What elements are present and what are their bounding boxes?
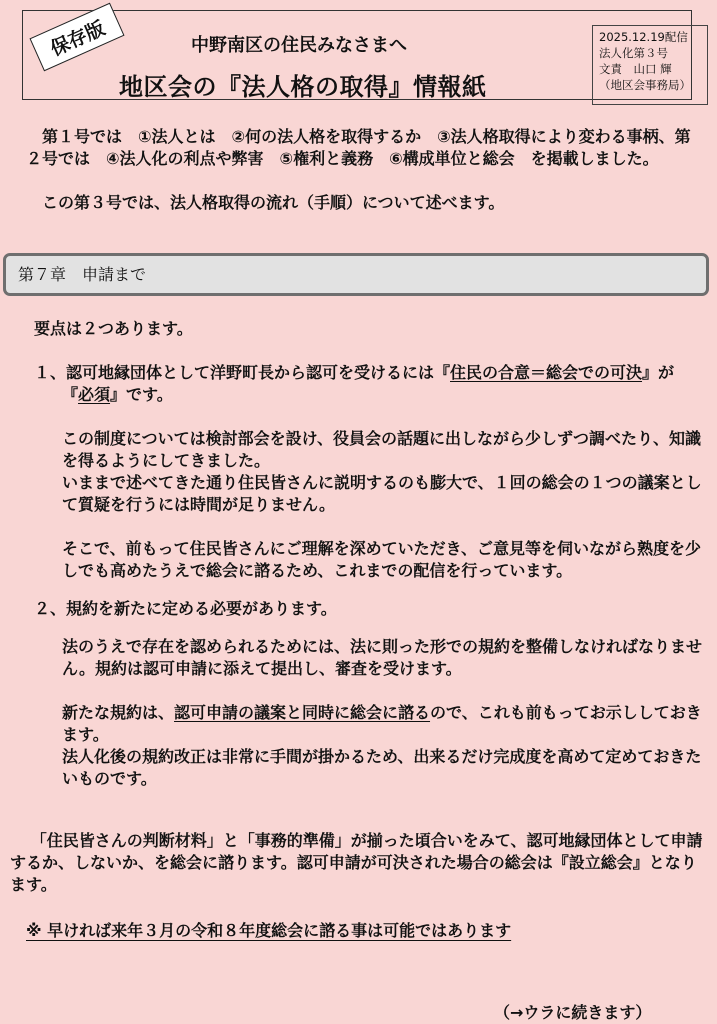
point-2-paragraph-1: 法のうえで存在を認められるためには、法に則った形での規約を整備しなければなりません。規約は認可申請に添えて提出し、審査を受けます。 <box>62 637 703 678</box>
point-1-paragraph-1: この制度については検討部会を設け、役員会の話題に出しながら少しずつ調べたり、知識を得るようにしてきました。 <box>62 429 702 470</box>
newsletter-title: 地区会の『法人格の取得』情報紙 <box>119 73 487 101</box>
chapter-body <box>26 318 706 790</box>
issue-author: 文責 山口 輝 <box>599 62 672 76</box>
point-1-paragraph-2: いままで述べてきた通り住民皆さんに説明するのも膨大で、１回の総会の１つの議案として質疑を行うには時間が足りません。 <box>62 473 702 514</box>
intro-paragraph-2: この第３号では、法人格取得の流れ（手順）について述べます。 <box>42 193 505 212</box>
point-2-paragraph-3: 法人化後の規約改正は非常に手間が掛かるため、出来るだけ完成度を高めて定めておきたいものです。 <box>62 747 702 788</box>
point-2-heading: ２、規約を新たに定める必要があります。 <box>34 599 337 618</box>
issue-number: 法人化第３号 <box>599 46 668 60</box>
point-2-paragraph-2: 新たな規約は、認可申請の議案と同時に総会に諮るので、これも前もってお示ししておきます。 <box>62 703 702 744</box>
chapter-heading: 第７章 申請まで <box>3 253 709 296</box>
summary-section <box>10 830 710 896</box>
point-1-heading: １、認可地縁団体として洋野町長から認可を受けるには『住民の合意＝総会での可決』が『必須』です。 <box>34 363 675 404</box>
point-1-underline-consensus: 住民の合意＝総会での可決 <box>450 363 643 382</box>
note-text: ※ 早ければ来年３月の令和８年度総会に諮る事は可能ではあります <box>26 921 512 940</box>
point-1-paragraph-3: そこで、前もって住民皆さんにご理解を深めていただき、ご意見等を伺いながら熟度を少しでも高めたうえで総会に諮るため、これまでの配信を行っています。 <box>62 539 702 580</box>
point-1-underline-required: 必須 <box>78 385 111 404</box>
header-box <box>22 10 692 100</box>
intro-section <box>26 126 706 214</box>
point-2-underline-simultaneous: 認可申請の議案と同時に総会に諮る <box>174 703 431 722</box>
issue-info-box <box>592 25 708 105</box>
archive-stamp: 保存版 <box>29 3 124 72</box>
issue-office: （地区会事務局） <box>599 78 691 92</box>
newsletter-subtitle: 中野南区の住民みなさまへ <box>191 35 407 56</box>
summary-paragraph: 「住民皆さんの判断材料」と「事務的準備」が揃った頃合いをみて、認可地縁団体として申請するか、しないか、を総会に諮ります。認可申請が可決された場合の総会は『設立総会』となります。 <box>10 831 703 894</box>
lead-text: 要点は２つあります。 <box>34 319 193 338</box>
intro-paragraph-1: 第１号では ①法人とは ②何の法人格を取得するか ③法人格取得により変わる事柄、第２号では ④法人化の利点や弊害 ⑤権利と義務 ⑥構成単位と総会 を掲載しました。 <box>26 127 691 168</box>
continued-on-back: （→ウラに続きます） <box>494 1003 652 1022</box>
issue-date: 2025.12.19配信 <box>599 30 688 44</box>
